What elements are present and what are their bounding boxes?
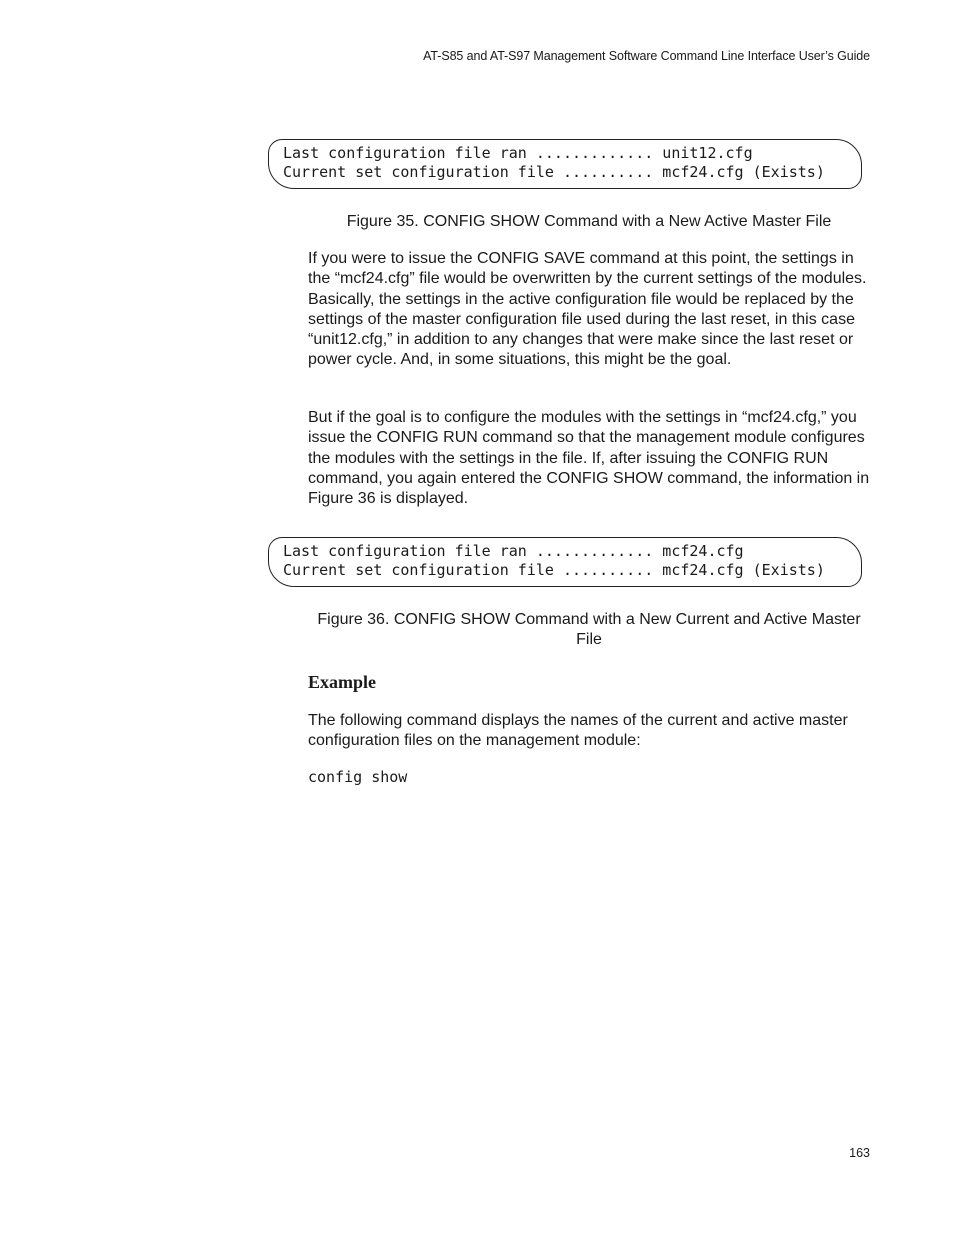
figure-35-caption: Figure 35. CONFIG SHOW Command with a New Active Master File — [346, 213, 832, 230]
example-heading: Example — [308, 672, 377, 692]
example-description: The following command displays the names of the current and active master configuration files on the management module: — [308, 712, 848, 750]
running-header: AT-S85 and AT-S97 Management Software Command Line Interface User’s Guide — [423, 49, 870, 63]
body-paragraph: But if the goal is to configure the modules with the settings in “mcf24.cfg,” you issue the CONFIG RUN command so that the management module configures the modules with the settings in the file. If, after issuing the CONFIG RUN command, you again entered the CONFIG SHOW command, the information in Figure 36 is displayed. — [308, 409, 870, 508]
code-line: Last configuration file ran ............. unit12.cfg — [283, 144, 753, 162]
figure-35-code-block — [268, 139, 862, 189]
code-line: Last configuration file ran ............. mcf24.cfg — [283, 542, 744, 560]
body-paragraph: If you were to issue the CONFIG SAVE command at this point, the settings in the “mcf24.cfg” file would be overwritten by the current settings of the modules. Basically, the settings in the active configuration file would be replaced by the settings of the master configuration file used during the last reset, in this case “unit12.cfg,” in addition to any changes that were make since the last reset or power cycle. And, in some situations, this might be the goal. — [308, 250, 867, 369]
code-line: Current set configuration file .......... mcf24.cfg (Exists) — [283, 163, 825, 181]
page-number: 163 — [849, 1146, 870, 1160]
code-line: Current set configuration file .......... mcf24.cfg (Exists) — [283, 561, 825, 579]
example-command: config show — [308, 768, 408, 786]
figure-36-code-block — [268, 537, 862, 587]
figure-36-caption: Figure 36. CONFIG SHOW Command with a New Current and Active Master File — [317, 611, 861, 648]
